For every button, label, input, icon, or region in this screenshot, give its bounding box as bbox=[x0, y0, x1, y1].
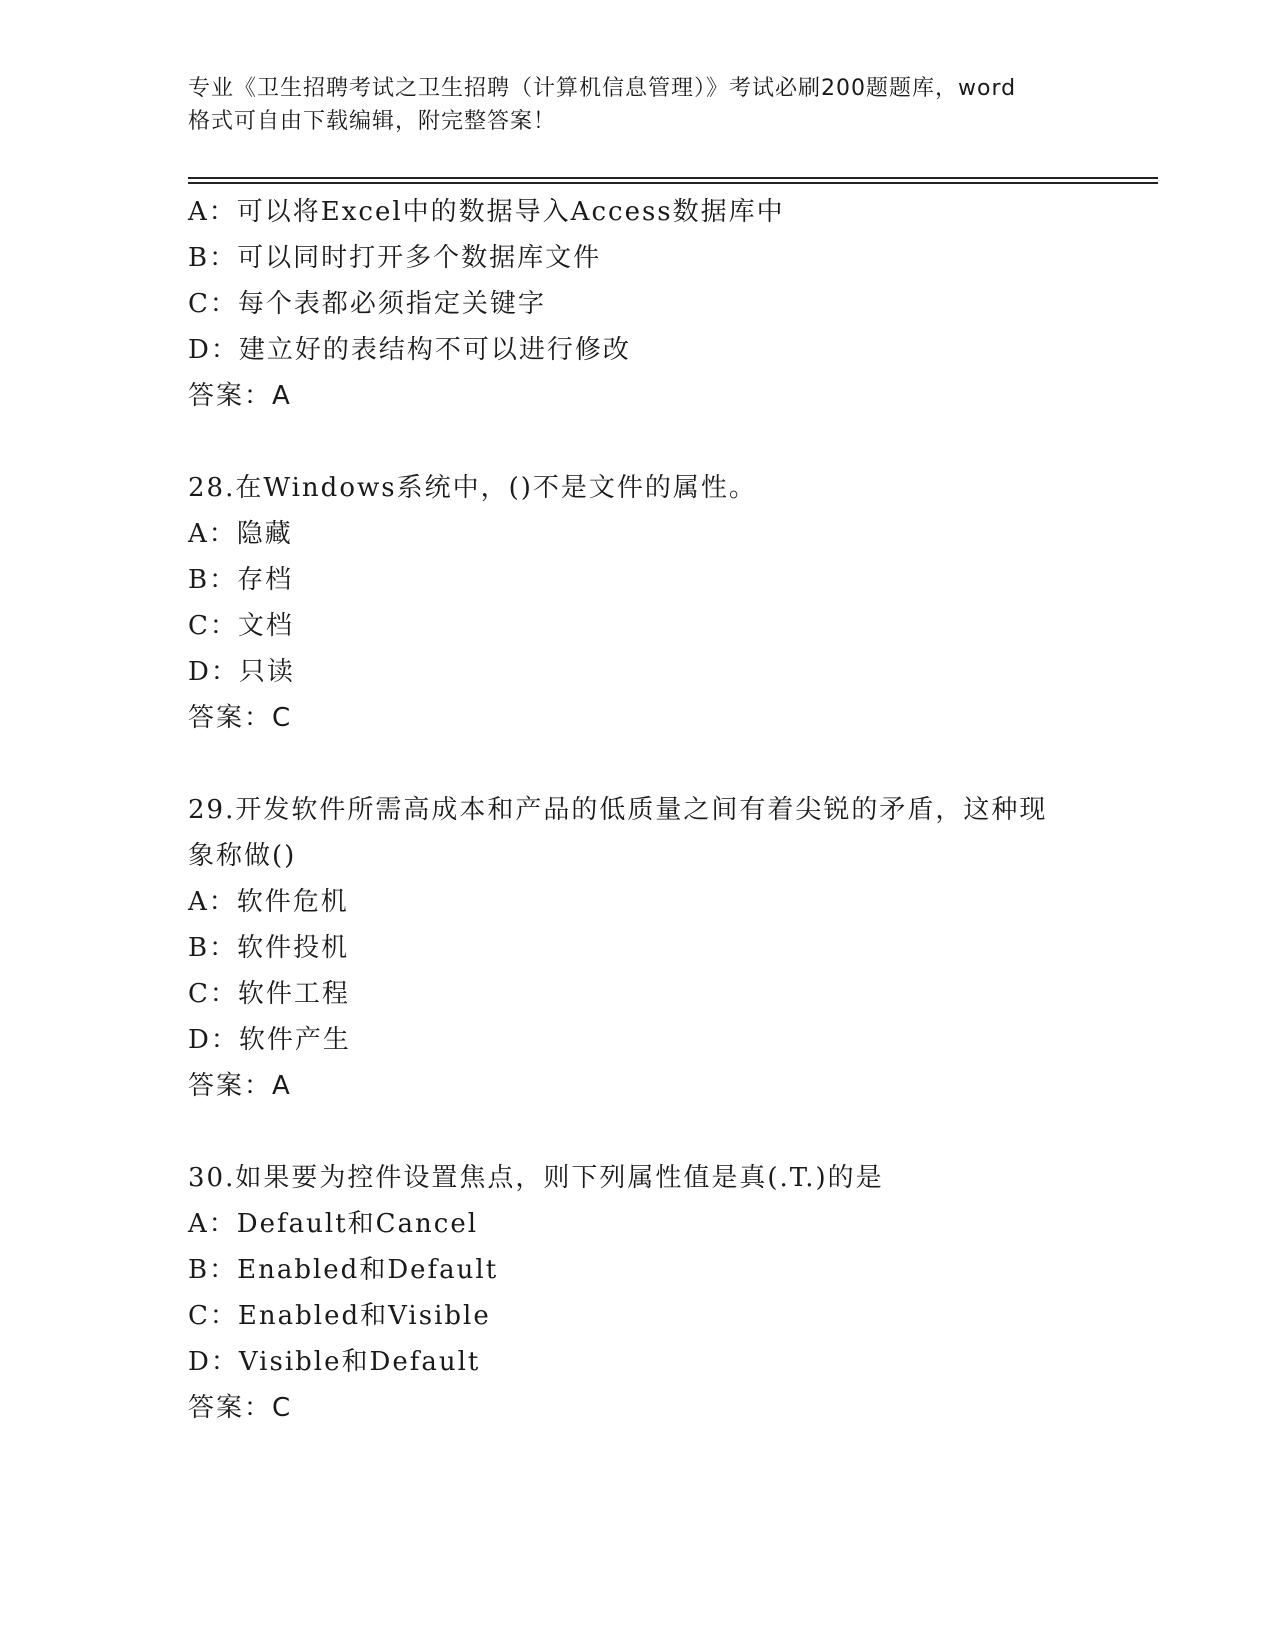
option-c: C：软件工程 bbox=[188, 979, 350, 1009]
question-block-28 bbox=[188, 465, 1088, 741]
header-divider-top bbox=[188, 177, 1158, 179]
option-d: D：软件产生 bbox=[188, 1025, 351, 1055]
option-b: B：可以同时打开多个数据库文件 bbox=[188, 243, 602, 273]
document-header bbox=[188, 72, 1088, 138]
question-block-29 bbox=[188, 787, 1088, 1109]
option-d: D：Visible和Default bbox=[188, 1347, 481, 1377]
question-list bbox=[188, 189, 1088, 1431]
spacer bbox=[188, 741, 1088, 787]
answer-line: 答案：A bbox=[188, 1071, 292, 1101]
spacer bbox=[188, 419, 1088, 465]
option-b: B：存档 bbox=[188, 565, 294, 595]
header-title-line-1: 专业《卫生招聘考试之卫生招聘（计算机信息管理）》考试必刷200题题库，word bbox=[188, 76, 1017, 101]
option-a: A：Default和Cancel bbox=[188, 1209, 479, 1239]
option-d: D：建立好的表结构不可以进行修改 bbox=[188, 335, 631, 365]
option-c: C：每个表都必须指定关键字 bbox=[188, 289, 546, 319]
header-title-line-2: 格式可自由下载编辑，附完整答案！ bbox=[188, 109, 557, 134]
question-text: 28.在Windows系统中，()不是文件的属性。 bbox=[188, 473, 757, 503]
option-b: B：软件投机 bbox=[188, 933, 350, 963]
answer-line: 答案：A bbox=[188, 381, 292, 411]
answer-line: 答案：C bbox=[188, 1393, 293, 1423]
header-divider-bottom bbox=[188, 182, 1158, 184]
question-text-line-1: 29.开发软件所需高成本和产品的低质量之间有着尖锐的矛盾，这种现 bbox=[188, 795, 1048, 825]
question-text-line-2: 象称做() bbox=[188, 841, 297, 871]
option-a: A：隐藏 bbox=[188, 519, 293, 549]
option-b: B：Enabled和Default bbox=[188, 1255, 499, 1285]
option-d: D：只读 bbox=[188, 657, 295, 687]
question-block-27 bbox=[188, 189, 1088, 419]
option-a: A：软件危机 bbox=[188, 887, 349, 917]
question-text: 30.如果要为控件设置焦点，则下列属性值是真(.T.)的是 bbox=[188, 1163, 884, 1193]
spacer bbox=[188, 1109, 1088, 1155]
option-c: C：Enabled和Visible bbox=[188, 1301, 491, 1331]
option-c: C：文档 bbox=[188, 611, 294, 641]
question-block-30 bbox=[188, 1155, 1088, 1431]
answer-line: 答案：C bbox=[188, 703, 293, 733]
option-a: A：可以将Excel中的数据导入Access数据库中 bbox=[188, 197, 785, 227]
